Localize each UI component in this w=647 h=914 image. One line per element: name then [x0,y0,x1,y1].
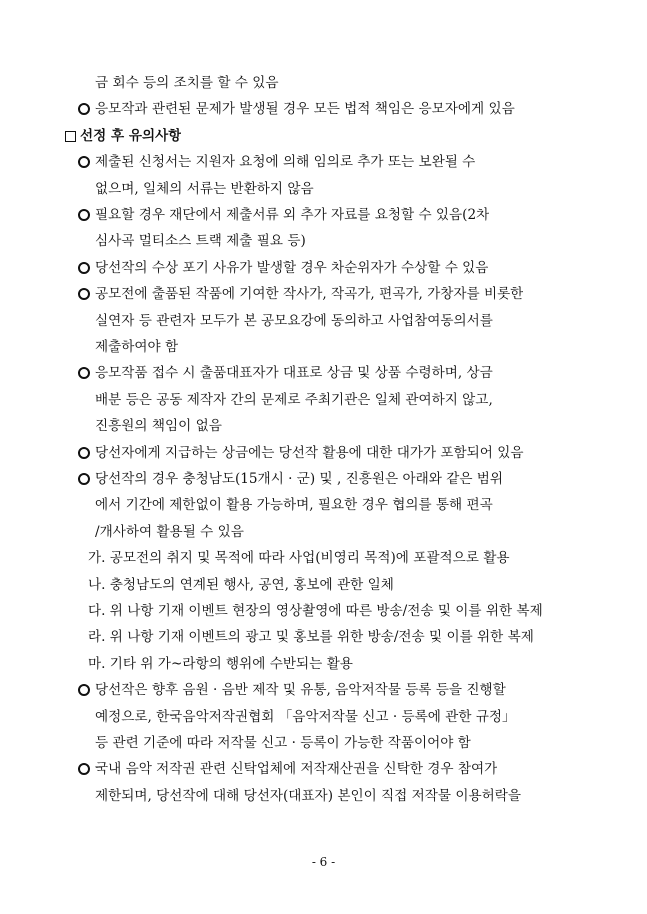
text-line: 에서 기간에 제한없이 활용 가능하며, 필요한 경우 협의를 통해 편곡 [95,497,493,514]
text-line: 나. 충청남도의 연계된 행사, 공연, 홍보에 관한 일체 [88,576,394,593]
text-line: 등 관련 기준에 따라 저작물 신고 · 등록이 가능한 작품이어야 함 [95,735,471,751]
text-line: 심사곡 멀티소스 트랙 제출 필요 등) [95,233,306,250]
circle-bullet-icon [78,473,90,485]
text-line: 공모전에 출품된 작품에 기여한 작사가, 작곡가, 편곡가, 가창자를 비롯한 [95,286,524,303]
text-line: 마. 기타 위 가~라항의 행위에 수반되는 활용 [88,655,353,672]
circle-bullet-icon [78,156,90,168]
circle-bullet-icon [78,763,90,775]
text-line: /개사하여 활용될 수 있음 [95,523,244,540]
text-line: 진흥원의 책임이 없음 [95,418,222,435]
circle-bullet-icon [78,684,90,696]
text-line: 국내 음악 저작권 관련 신탁업체에 저작재산권을 신탁한 경우 참여가 [95,761,498,778]
circle-bullet-icon [78,447,90,459]
text-line: 없으며, 일체의 서류는 반환하지 않음 [95,180,314,197]
text-line: 제출하여야 함 [95,339,179,355]
text-line: 실연자 등 관련자 모두가 본 공모요강에 동의하고 사업참여동의서를 [95,312,493,329]
text-line: 제출된 신청서는 지원자 요청에 의해 임의로 추가 또는 보완될 수 [95,154,476,171]
circle-bullet-icon [78,288,90,300]
text-line: 필요할 경우 재단에서 제출서류 외 추가 자료를 요청할 수 있음(2차 [95,207,490,223]
text-line: 당선작의 수상 포기 사유가 발생할 경우 차순위자가 수상할 수 있음 [95,259,489,276]
square-bullet-icon [65,131,76,142]
text-line: 응모작품 접수 시 출품대표자가 대표로 상금 및 상품 수령하며, 상금 [95,365,493,382]
section-heading: 선정 후 유의사항 [80,127,182,144]
circle-bullet-icon [78,209,90,221]
text-line: 제한되며, 당선작에 대해 당선자(대표자) 본인이 직접 저작물 이용허락을 [95,787,521,804]
text-line: 다. 위 나항 기재 이벤트 현장의 영상촬영에 따른 방송/전송 및 이를 위한 복제 [88,603,543,619]
circle-bullet-icon [78,367,90,379]
text-line: 가. 공모전의 취지 및 목적에 따라 사업(비영리 목적)에 포괄적으로 활용 [88,550,510,567]
text-line: 예정으로, 한국음악저작권협회 「음악저작물 신고 · 등록에 관한 규정」 [95,708,516,725]
text-line: 당선작의 경우 충청남도(15개시 · 군) 및 , 진흥원은 아래와 같은 범위 [95,471,504,487]
text-line: 라. 위 나항 기재 이벤트의 광고 및 홍보를 위한 방송/전송 및 이를 위한 복제 [88,629,534,646]
page-number: - 6 - [311,855,336,869]
text-line: 금 회수 등의 조치를 할 수 있음 [95,75,279,91]
circle-bullet-icon [78,103,90,115]
text-line: 당선자에게 지급하는 상금에는 당선작 활용에 대한 대가가 포함되어 있음 [95,444,524,461]
text-line: 당선작은 향후 음원 · 음반 제작 및 유통, 음악저작물 등록 등을 진행할 [95,682,506,699]
text-line: 응모작과 관련된 문제가 발생될 경우 모든 법적 책임은 응모자에게 있음 [95,101,515,118]
text-line: 배분 등은 공동 제작자 간의 문제로 주최기관은 일체 관여하지 않고, [95,391,493,408]
circle-bullet-icon [78,262,90,274]
